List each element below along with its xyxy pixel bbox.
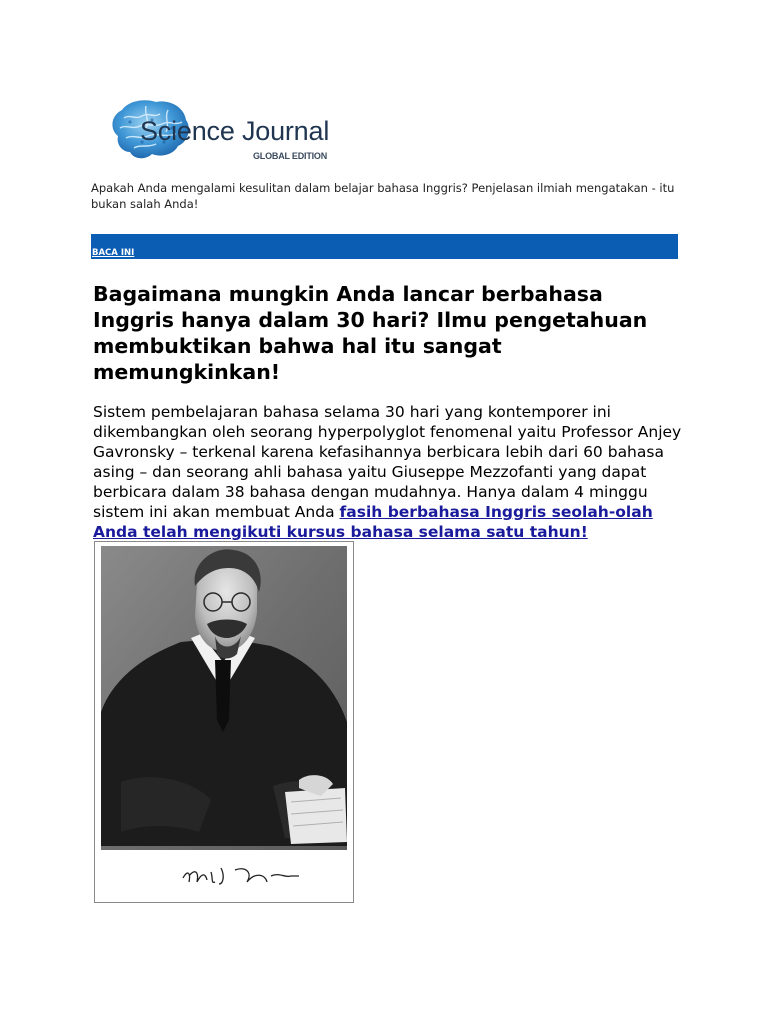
- read-this-bar: [91, 234, 678, 259]
- headline: Bagaimana mungkin Anda lancar berbahasa Inggris hanya dalam 30 hari? Ilmu pengetahuan membuktikan bahwa hal itu sangat memungkinkan!: [93, 282, 648, 384]
- site-logo[interactable]: [106, 98, 346, 170]
- read-this-link[interactable]: BACA INI: [92, 248, 135, 258]
- portrait-image: [95, 542, 353, 902]
- portrait-photo: [94, 541, 354, 903]
- body-text: Sistem pembelajaran bahasa selama 30 hari yang kontemporer ini dikembangkan oleh seorang hyperpolyglot fenomenal yaitu Professor Anjey Gavronsky – terkenal karena kefasihannya berbicara lebih dari 60 bahasa asing – dan seorang ahli bahasa yaitu Giuseppe Mezzofanti yang dapat berbicara dalam 38 bahasa dengan mudahnya. Hanya dalam 4 minggu sistem ini akan membuat Anda: [93, 403, 682, 521]
- body-paragraph: [93, 402, 685, 542]
- intro-text: Apakah Anda mengalami kesulitan dalam belajar bahasa Inggris? Penjelasan ilmiah mengatakan - itu bukan salah Anda!: [91, 181, 675, 211]
- logo-title: Science Journal: [140, 116, 330, 146]
- logo-subtitle: GLOBAL EDITION: [253, 151, 328, 161]
- fluency-link[interactable]: fasih berbahasa Inggris seolah-olah Anda telah mengikuti kursus bahasa selama satu tahun!: [93, 503, 653, 541]
- signature: [183, 868, 299, 884]
